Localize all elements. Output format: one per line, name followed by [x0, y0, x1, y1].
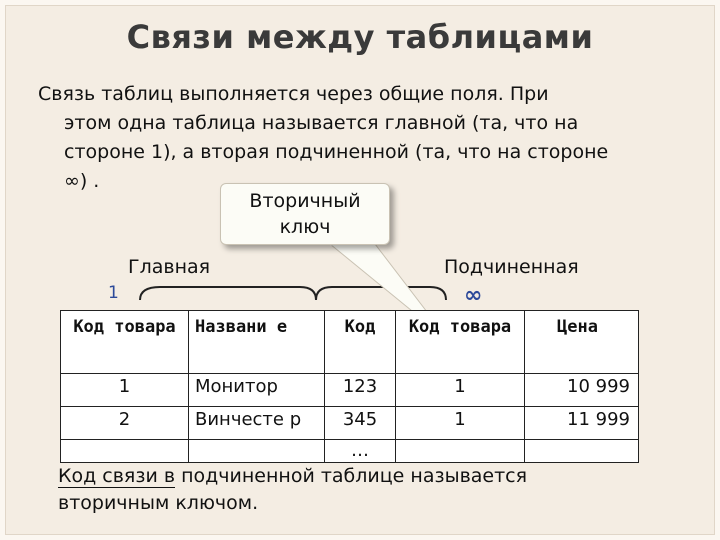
secondary-key-callout [220, 183, 390, 245]
table-row [61, 407, 639, 440]
table-cell: 11 999 [525, 407, 639, 440]
callout-line-1: Вторичный [249, 190, 361, 212]
table-cell [525, 440, 639, 463]
intro-line-1: Связь таблиц выполняется через общие поля. При [38, 83, 549, 105]
header-cell: Код товара [61, 311, 189, 374]
slide-title: Связи между таблицами [126, 18, 594, 56]
main-bracket [140, 287, 316, 300]
table-cell: Монитор [189, 374, 325, 407]
table-cell: 123 [325, 374, 396, 407]
relation-table [60, 310, 639, 463]
table-cell: 1 [61, 374, 189, 407]
table-cell: 1 [396, 407, 525, 440]
footer-part-1: Код связи в [58, 465, 176, 487]
table-row [61, 440, 639, 463]
table-cell: Винчесте р [189, 407, 325, 440]
one-side-marker: 1 [108, 283, 119, 303]
table-cell: 345 [325, 407, 396, 440]
table-cell [61, 440, 189, 463]
header-cell: Код товара [396, 311, 525, 374]
table-cell: 1 [396, 374, 525, 407]
header-cell: Цена [525, 311, 639, 374]
footer-line-2: вторичным ключом. [58, 492, 259, 514]
header-cell: Код [325, 311, 396, 374]
callout-line-2: ключ [279, 216, 331, 238]
intro-line-2: этом одна таблица называется главной (та, что на [64, 112, 579, 134]
table-cell: … [325, 440, 396, 463]
table-cell [396, 440, 525, 463]
intro-line-4: ∞) . [64, 170, 100, 192]
table-header-row [61, 311, 639, 374]
table-cell [189, 440, 325, 463]
intro-line-3: стороне 1), а вторая подчиненной (та, что на стороне [64, 141, 609, 163]
header-cell: Названи е [189, 311, 325, 374]
table-row [61, 374, 639, 407]
many-side-marker: ∞ [464, 283, 483, 308]
footer-part-2: подчиненной таблице называется [175, 465, 528, 487]
sub-table-label: Подчиненная [444, 256, 579, 278]
footer-text [58, 463, 527, 517]
sub-bracket [316, 287, 446, 300]
table-cell: 2 [61, 407, 189, 440]
main-table-label: Главная [128, 256, 211, 278]
table-cell: 10 999 [525, 374, 639, 407]
